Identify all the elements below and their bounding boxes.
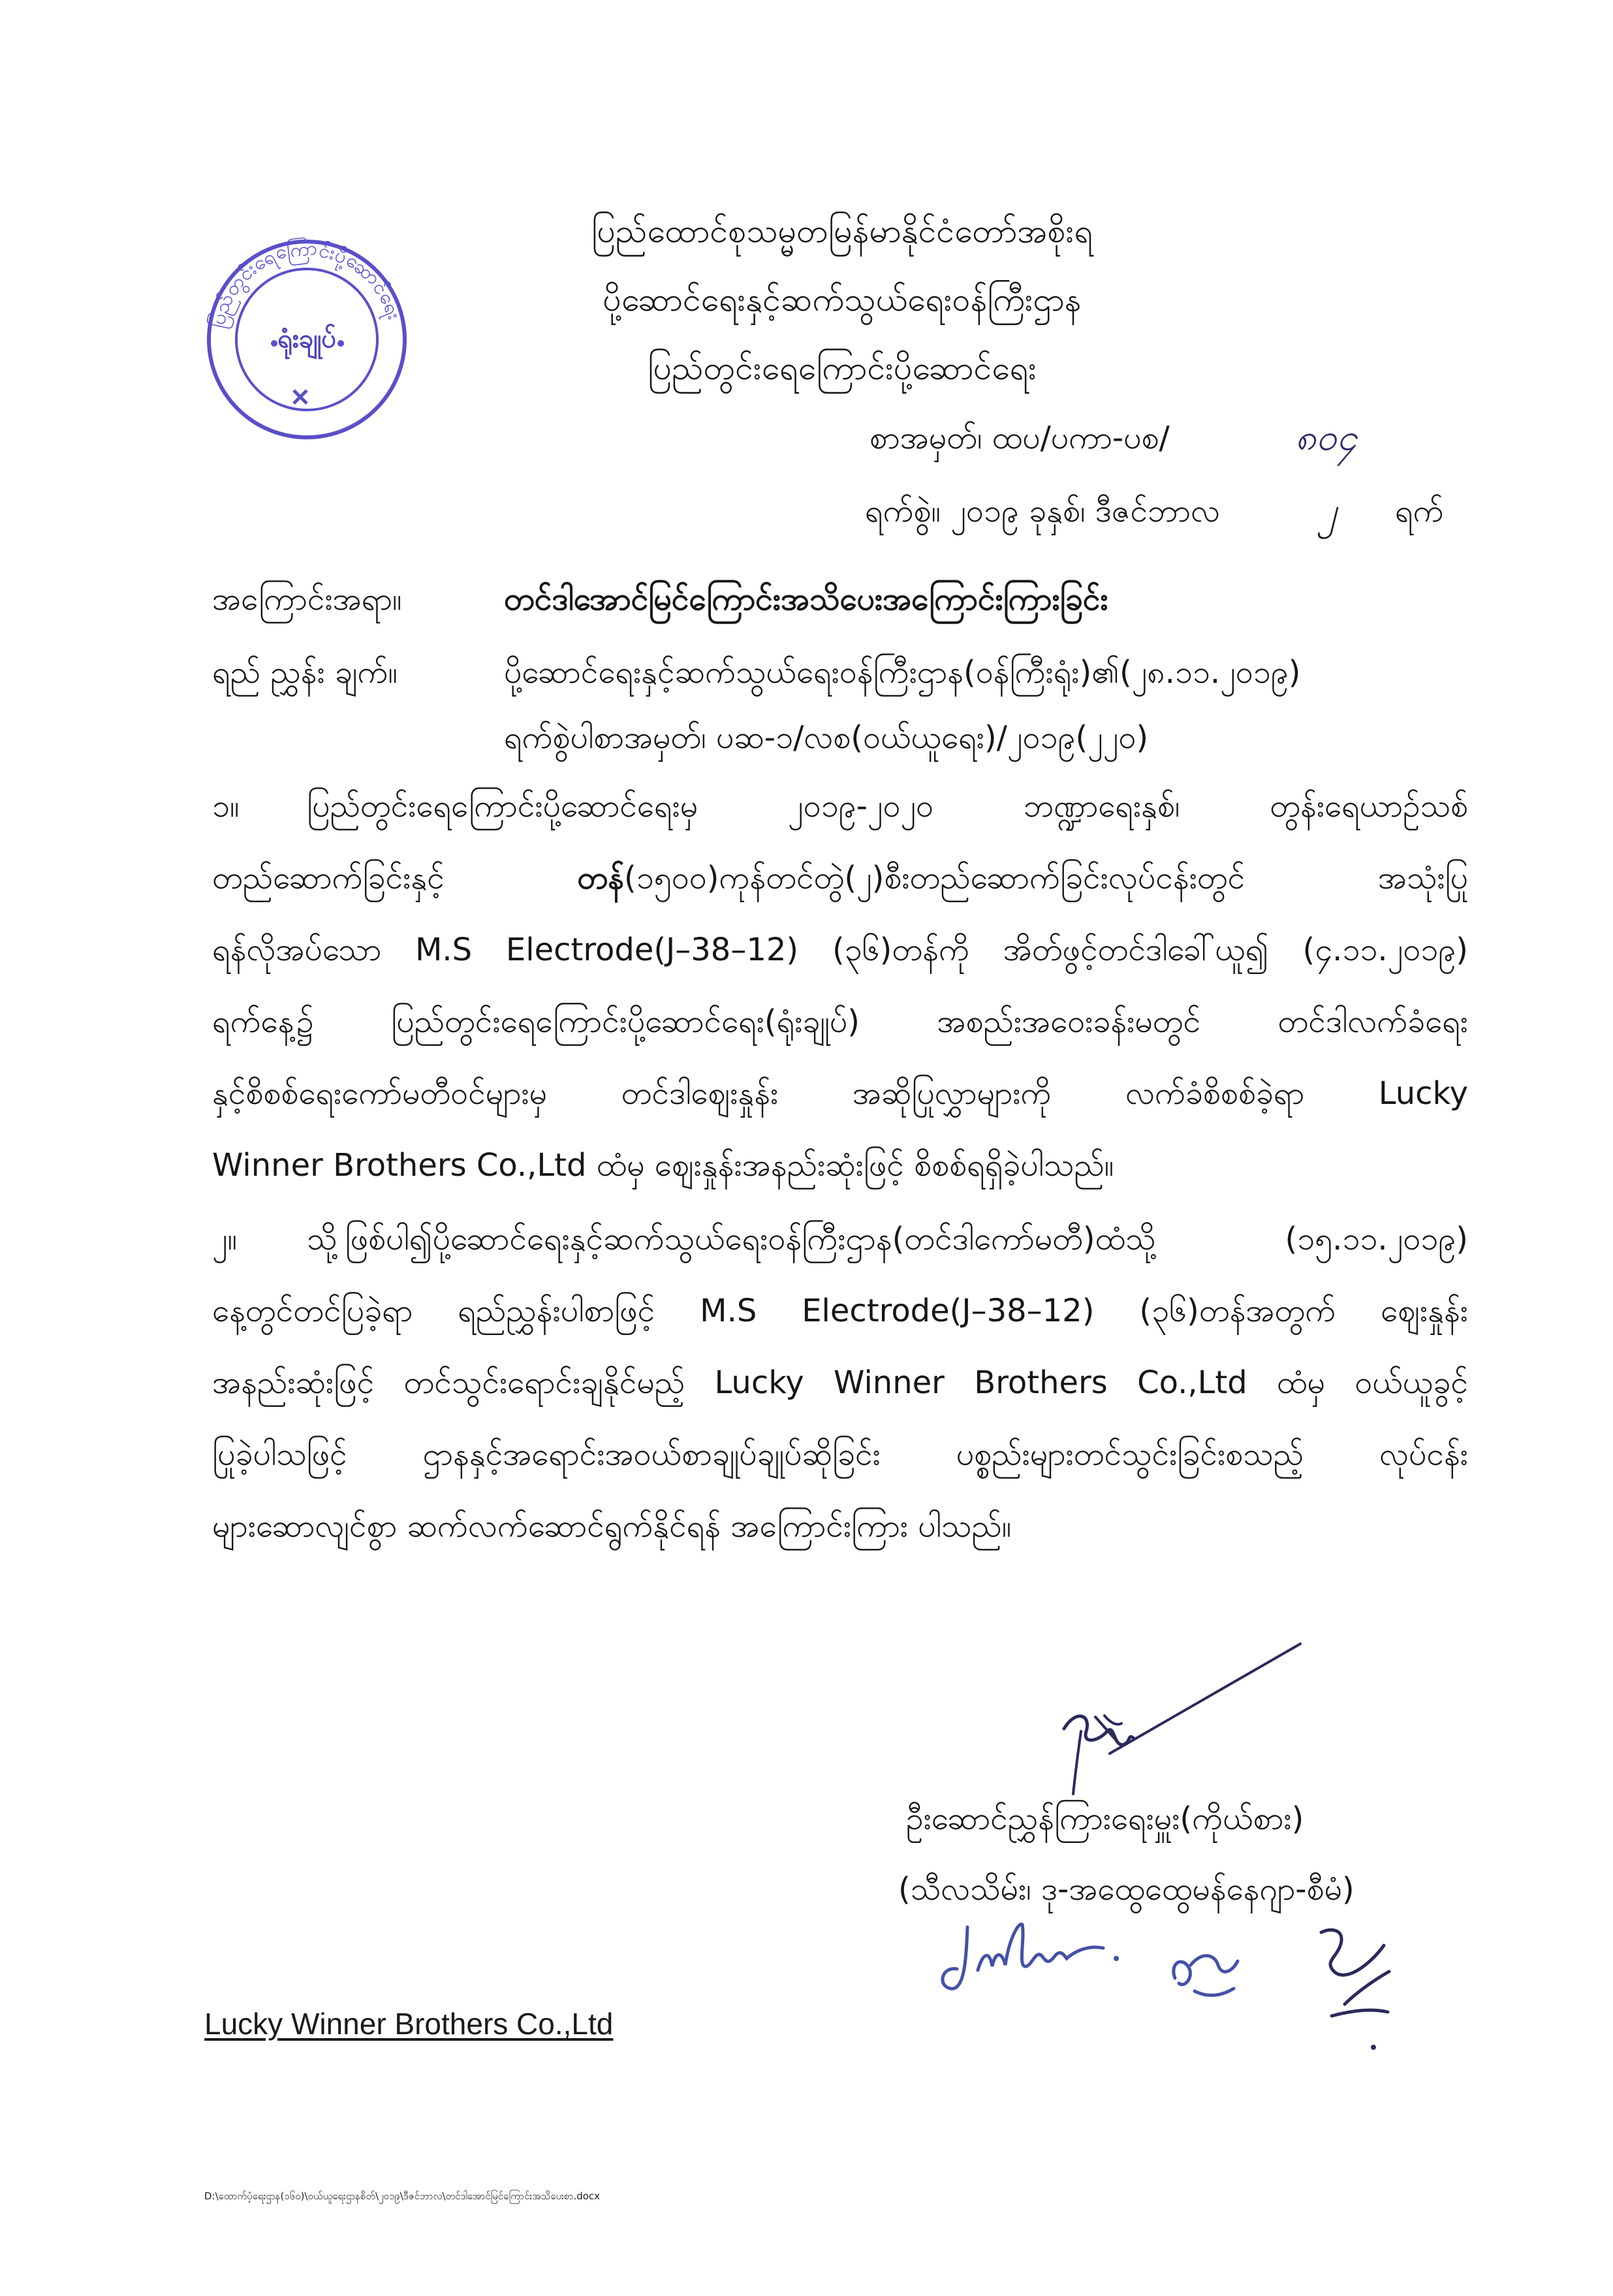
paragraph-2-line-5: များဆောလျင်စွာ ဆက်လက်ဆောင်ရွက်နိုင်ရန် အကြောင်းကြား ပါသည်။ — [212, 1508, 1012, 1545]
stamp-cross-mark — [294, 390, 307, 403]
paragraph-1-number: ၁။ — [212, 788, 240, 825]
paragraph-1-line-5: နှင့်စိစစ်ရေးကော်မတီဝင်များမှ တင်ဒါဈေးနှုန်း အဆိုပြုလွှာများကို လက်ခံစိစစ်ခဲ့ရာ Lucky — [212, 1075, 1468, 1112]
paragraph-1-line-2 — [212, 842, 1468, 914]
date-suffix: ရက် — [1395, 493, 1444, 529]
letterhead-government: ပြည်ထောင်စုသမ္မတမြန်မာနိုင်ငံတော်အစိုးရ — [591, 212, 1093, 250]
reference-number-handwritten: ၈၀၄ — [1295, 417, 1357, 459]
paragraph-1-line-6: Winner Brothers Co.,Ltd ထံမှ ဈေးနှုန်းအနည်းဆုံးဖြင့် စိစစ်ရရှိခဲ့ပါသည်။ — [212, 1147, 1114, 1184]
paragraph-1-line-2-start: တည်ဆောက်ခြင်းနှင့် — [212, 860, 578, 896]
date-row — [865, 475, 1465, 547]
paragraph-2-number: ၂။ — [212, 1221, 238, 1257]
signatory-title: ဦးဆောင်ညွှန်ကြားရေးမှူး(ကိုယ်စား) — [906, 1801, 1304, 1837]
paragraph-1-line-1: ပြည်တွင်းရေကြောင်းပို့ဆောင်ရေးမှ ၂၀၁၉-၂၀၂၀ ဘဏ္ဍာရေးနှစ်၊ တွန်းရေယာဉ်သစ် — [307, 788, 1468, 825]
paragraph-1-line-2-bold: တန် — [577, 860, 624, 896]
reference-line-1: ပို့ဆောင်ရေးနှင့်ဆက်သွယ်ရေးဝန်ကြီးဌာန(ဝန်ကြီးရုံး)၏(၂၈.၁၁.၂၀၁၉) — [504, 654, 1301, 691]
date-handwritten-day: ၂ — [1319, 490, 1337, 532]
stamp-center-text: ရုံးချုပ် — [277, 324, 337, 354]
stamp-dot-right — [337, 340, 344, 347]
paragraph-1-line-2-end: (၁၅၀၀)ကုန်တင်တွဲ(၂)စီးတည်ဆောက်ခြင်းလုပ်ငန်းတွင် အသုံးပြု — [623, 860, 1468, 896]
stamp-ring-text: ပြည်တွင်းရေကြောင်းပို့ဆောင်ရေး — [206, 236, 406, 330]
reference-number-row — [869, 402, 1457, 474]
footer-file-path: D:\ထောက်ပံ့ရေးဌာန(၁၆၀)\ဝယ်ယူရေးဌာနစိတ်\၂၀၁၉\ဒီဇင်ဘာလ\တင်ဒါအောင်မြင်ကြောင်းအသိပေးစာ.docx — [204, 2190, 601, 2202]
reference-number-label: စာအမှတ်၊ ထပ/ပကာ-ပစ/ — [869, 420, 1170, 456]
stamp-dot-left — [271, 340, 277, 347]
handwritten-initials — [927, 1893, 1423, 2063]
paragraph-2-line-1: သို့ဖြစ်ပါ၍ပို့ဆောင်ရေးနှင့်ဆက်သွယ်ရေးဝန်ကြီးဌာန(တင်ဒါကော်မတီ)ထံသို့ (၁၅.၁၁.၂၀၁၉) — [307, 1221, 1468, 1257]
paragraph-1-line-3: ရန်လိုအပ်သော M.S Electrode(J–38–12) (၃၆)တန်ကို အိတ်ဖွင့်တင်ဒါခေါ်ယူ၍ (၄.၁၁.၂၀၁၉) — [212, 932, 1468, 968]
signatory-name: (သီလသိမ်း၊ ဒု-အထွေထွေမန်နေဂျာ-စီမံ) — [898, 1871, 1355, 1908]
paragraph-1-line-4: ရက်နေ့၌ ပြည်တွင်းရေကြောင်းပို့ဆောင်ရေး(ရုံးချုပ်) အစည်းအဝေးခန်းမတွင် တင်ဒါလက်ခံရေး — [212, 1003, 1468, 1040]
reference-line-2: ရက်စွဲပါစာအမှတ်၊ ပဆ-၁/လစ(ဝယ်ယူရေး)/၂၀၁၉(၂၂၀) — [504, 719, 1149, 756]
recipient-company: Lucky Winner Brothers Co.,Ltd — [204, 2007, 614, 2041]
paragraph-2-line-2: နေ့တွင်တင်ပြခဲ့ရာ ရည်ညွှန်းပါစာဖြင့် M.S Electrode(J–38–12) (၃၆)တန်အတွက် ဈေးနှုန်း — [212, 1293, 1468, 1329]
letterhead-department: ပြည်တွင်းရေကြောင်းပို့ဆောင်ရေး — [648, 349, 1037, 387]
date-label: ရက်စွဲ။ ၂၀၁၉ ခုနှစ်၊ ဒီဇင်ဘာလ — [865, 493, 1220, 529]
reference-label: ရည် ညွှန်း ချက်။ — [212, 654, 398, 691]
paragraph-2-line-4: ပြုခဲ့ပါသဖြင့် ဌာနနှင့်အရောင်းအဝယ်စာချုပ်ချုပ်ဆိုခြင်း ပစ္စည်းများတင်သွင်းခြင်းစသည့် လုပ်ငန်း — [212, 1436, 1468, 1473]
subject-value: တင်ဒါအောင်မြင်ကြောင်းအသိပေးအကြောင်းကြားခြင်း — [504, 581, 1108, 618]
official-stamp — [196, 228, 418, 450]
letterhead-ministry: ပို့ဆောင်ရေးနှင့်ဆက်သွယ်ရေးဝန်ကြီးဌာန — [603, 281, 1082, 319]
paragraph-2-line-3: အနည်းဆုံးဖြင့် တင်သွင်းရောင်းချနိုင်မည့် Lucky Winner Brothers Co.,Ltd ထံမှ ဝယ်ယူခွင့် — [212, 1364, 1468, 1401]
subject-label: အကြောင်းအရာ။ — [212, 581, 402, 618]
